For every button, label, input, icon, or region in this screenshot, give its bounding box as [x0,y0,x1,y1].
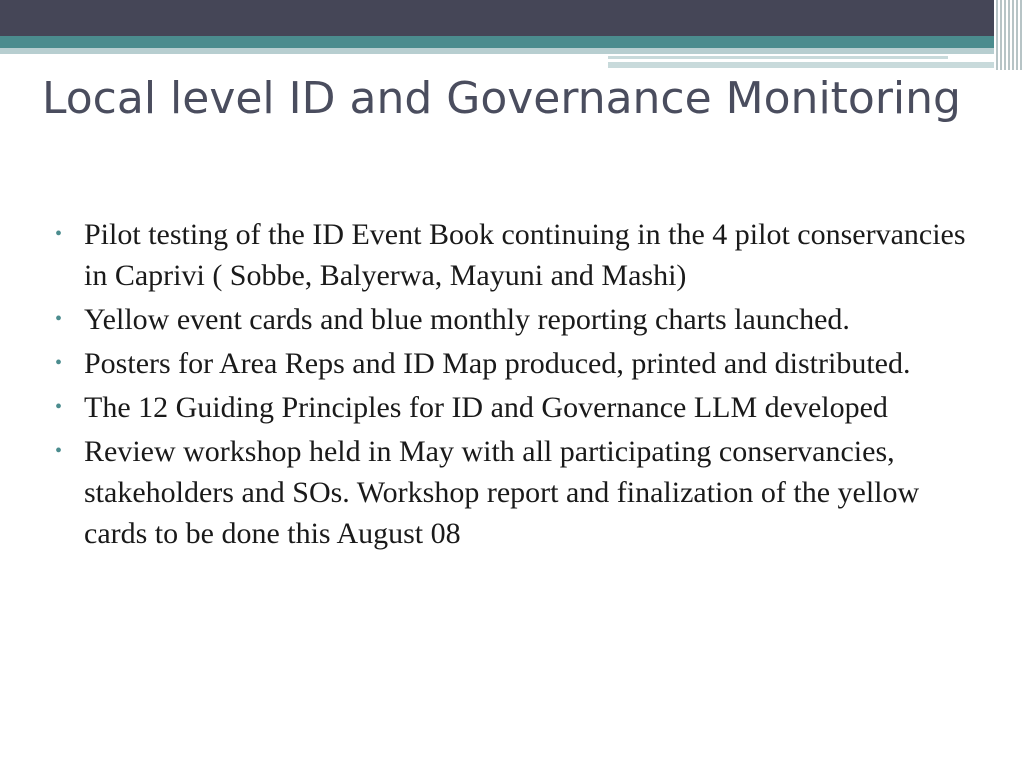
bullet-icon: • [55,308,63,330]
bullet-icon: • [55,440,63,462]
bullet-item [55,299,985,340]
header-stripes-decoration [994,0,1024,70]
bullet-text: Yellow event cards and blue monthly reporting charts launched. [84,303,850,336]
header-accent-line [608,62,998,68]
bullet-item [55,431,985,554]
header-teal-band [0,36,1024,48]
header-dark-band [0,0,1024,36]
bullet-icon: • [55,396,63,418]
bullet-item [55,343,985,384]
bullet-text: Pilot testing of the ID Event Book continuing in the 4 pilot conservancies in Caprivi ( Sobbe, Balyerwa, Mayuni and Mashi) [84,218,966,292]
slide-title: Local level ID and Governance Monitoring [42,73,961,124]
header-accent-line [608,56,948,59]
bullet-icon: • [55,223,63,245]
bullet-text: Review workshop held in May with all participating conservancies, stakeholders and SOs. Workshop report and finalization of the yellow cards to be done this August 08 [84,435,920,550]
header-light-band [0,48,1024,54]
bullet-text: The 12 Guiding Principles for ID and Governance LLM developed [84,391,888,424]
bullet-item [55,387,985,428]
bullet-item [55,214,985,296]
bullet-list [55,214,985,557]
bullet-icon: • [55,352,63,374]
bullet-text: Posters for Area Reps and ID Map produced, printed and distributed. [84,347,911,380]
